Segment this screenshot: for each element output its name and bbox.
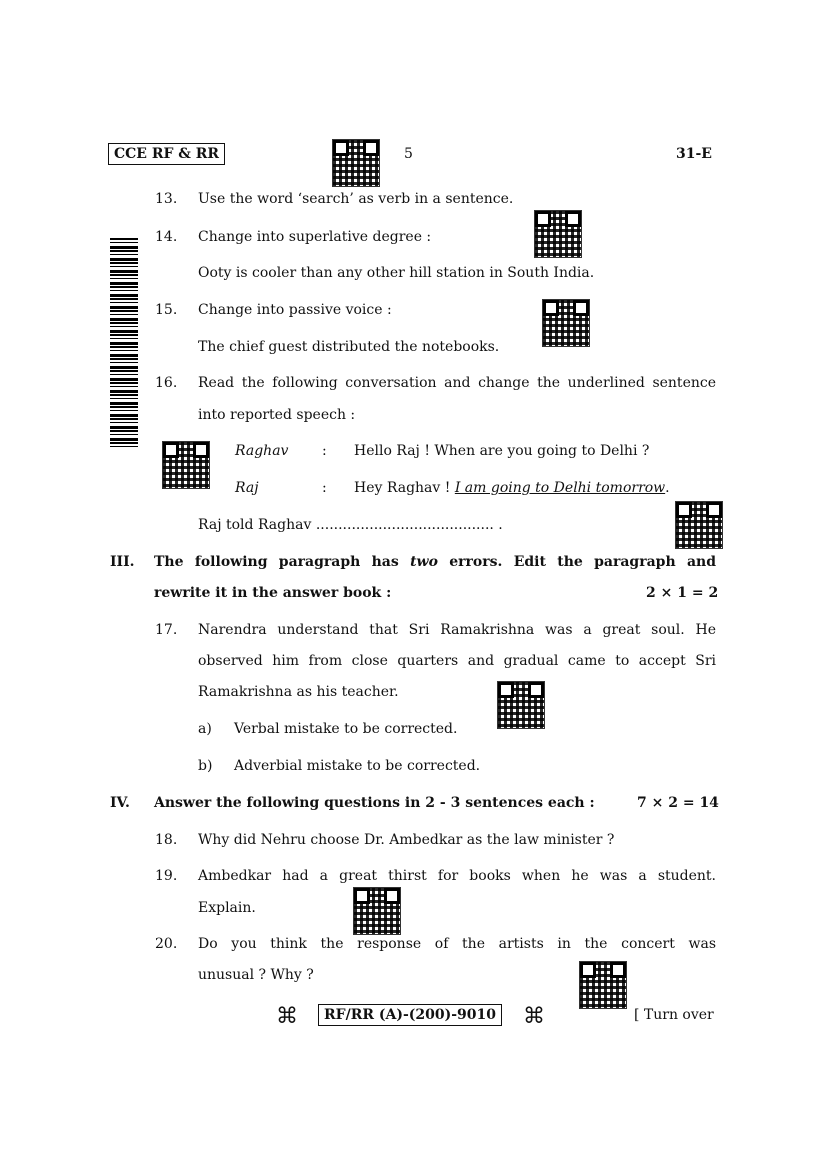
question-number: 16. <box>155 375 178 391</box>
question-text: Narendra understand that Sri Ramakrishna was a great soul. He <box>198 622 716 638</box>
question-text: The chief guest distributed the notebooks. <box>198 339 500 355</box>
section-numeral: IV. <box>110 795 130 811</box>
question-number: 19. <box>155 868 178 884</box>
command-symbol-icon: ⌘ <box>276 1004 298 1029</box>
sub-label: a) <box>198 721 212 737</box>
speaker-colon: : <box>322 443 327 459</box>
qr-code <box>535 211 581 257</box>
question-number: 15. <box>155 302 178 318</box>
question-number: 14. <box>155 229 178 245</box>
sub-question: Adverbial mistake to be corrected. <box>234 758 481 774</box>
speaker-name: Raghav <box>235 443 289 459</box>
question-text: Read the following conversation and change the underlined sentence <box>198 375 716 391</box>
qr-code <box>498 682 544 728</box>
turn-over-note: [ Turn over <box>634 1007 714 1023</box>
section-numeral: III. <box>110 554 135 570</box>
qr-code <box>163 442 209 488</box>
qr-code <box>543 300 589 346</box>
section-heading <box>154 554 716 570</box>
dialogue-line <box>354 480 670 496</box>
question-text: Change into superlative degree : <box>198 229 432 245</box>
heading-part: errors. Edit the paragraph and <box>437 554 716 570</box>
dialogue-prefix: Hey Raghav ! <box>354 480 455 496</box>
command-symbol-icon: ⌘ <box>523 1004 545 1029</box>
dialogue-line: Hello Raj ! When are you going to Delhi ? <box>354 443 650 459</box>
sub-label: b) <box>198 758 213 774</box>
dialogue-suffix: . <box>665 480 670 496</box>
question-number: 18. <box>155 832 178 848</box>
footer-code-box: RF/RR (A)-(200)-9010 <box>318 1004 502 1026</box>
question-text: Ooty is cooler than any other hill station in South India. <box>198 265 595 281</box>
heading-part: The following paragraph has <box>154 554 411 570</box>
question-number: 17. <box>155 622 178 638</box>
speaker-name: Raj <box>235 480 259 496</box>
question-text: Ambedkar had a great thirst for books when he was a student. <box>198 868 716 884</box>
page-number: 5 <box>404 146 413 162</box>
question-number: 13. <box>155 191 178 207</box>
answer-blank-line: Raj told Raghav ........................................ . <box>198 517 503 533</box>
question-text: Do you think the response of the artists in the concert was <box>198 936 716 952</box>
question-text: Use the word ‘search’ as verb in a sentence. <box>198 191 514 207</box>
question-number: 20. <box>155 936 178 952</box>
qr-code <box>676 502 722 548</box>
paper-code-box: CCE RF & RR <box>108 143 225 165</box>
section-marks: 2 × 1 = 2 <box>646 585 719 601</box>
qr-code <box>354 888 400 934</box>
subject-code: 31-E <box>676 146 712 162</box>
speaker-colon: : <box>322 480 327 496</box>
section-marks: 7 × 2 = 14 <box>637 795 719 811</box>
question-text: Change into passive voice : <box>198 302 392 318</box>
underlined-sentence: I am going to Delhi tomorrow <box>454 480 666 496</box>
question-text: into reported speech : <box>198 407 356 423</box>
question-text: unusual ? Why ? <box>198 967 314 983</box>
barcode <box>110 238 138 448</box>
question-text: Why did Nehru choose Dr. Ambedkar as the law minister ? <box>198 832 615 848</box>
question-text: Explain. <box>198 900 256 916</box>
section-heading: Answer the following questions in 2 - 3 sentences each : <box>154 795 595 811</box>
heading-emphasis: two <box>410 554 438 570</box>
question-text: Ramakrishna as his teacher. <box>198 684 399 700</box>
section-heading-line2: rewrite it in the answer book : <box>154 585 392 601</box>
qr-code <box>580 962 626 1008</box>
sub-question: Verbal mistake to be corrected. <box>234 721 458 737</box>
question-text: observed him from close quarters and gradual came to accept Sri <box>198 653 716 669</box>
qr-code <box>333 140 379 186</box>
